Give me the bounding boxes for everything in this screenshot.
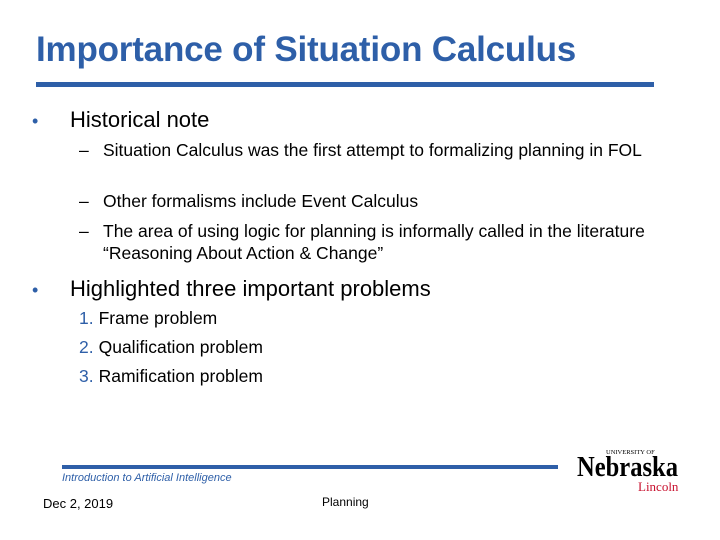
footer-divider xyxy=(62,465,558,469)
item-number: 1. xyxy=(79,308,94,328)
numbered-item-frame-problem xyxy=(79,308,217,329)
title-divider xyxy=(36,82,654,87)
subitem-text: The area of using logic for planning is informally called in the literature “Reasoning About Action & Change” xyxy=(103,221,645,263)
numbered-item-qualification-problem xyxy=(79,337,263,358)
bullet-text: Historical note xyxy=(70,107,210,132)
subitem-text: Situation Calculus was the first attempt to formalizing planning in FOL xyxy=(103,140,642,160)
bullet-text: Highlighted three important problems xyxy=(70,276,431,301)
dash-icon: – xyxy=(79,221,89,241)
footer-date: Dec 2, 2019 xyxy=(43,496,114,511)
subitem-text: Other formalisms include Event Calculus xyxy=(103,191,419,211)
bullet-historical-note xyxy=(32,107,209,133)
logo-university-of: UNIVERSITY OF xyxy=(606,449,655,456)
dash-icon: – xyxy=(79,140,89,160)
subitem-reasoning-about-action xyxy=(79,220,663,264)
slide-title: Importance of Situation Calculus xyxy=(36,30,577,69)
subitem-event-calculus xyxy=(79,190,678,212)
logo-lincoln: Lincoln xyxy=(638,479,679,494)
subitem-situation-calculus xyxy=(79,139,678,161)
numbered-item-ramification-problem xyxy=(79,366,263,387)
bullet-icon: • xyxy=(32,111,39,131)
bullet-three-problems xyxy=(32,276,431,302)
footer-topic: Planning xyxy=(322,495,369,509)
item-text: Ramification problem xyxy=(98,366,263,386)
item-text: Frame problem xyxy=(98,308,218,328)
item-number: 2. xyxy=(79,337,94,357)
footer-course: Introduction to Artificial Intelligence xyxy=(62,472,232,484)
bullet-icon: • xyxy=(32,280,39,300)
item-text: Qualification problem xyxy=(98,337,263,357)
dash-icon: – xyxy=(79,191,89,211)
item-number: 3. xyxy=(79,366,94,386)
logo-nebraska: Nebraska xyxy=(577,451,679,483)
university-logo xyxy=(576,443,680,495)
